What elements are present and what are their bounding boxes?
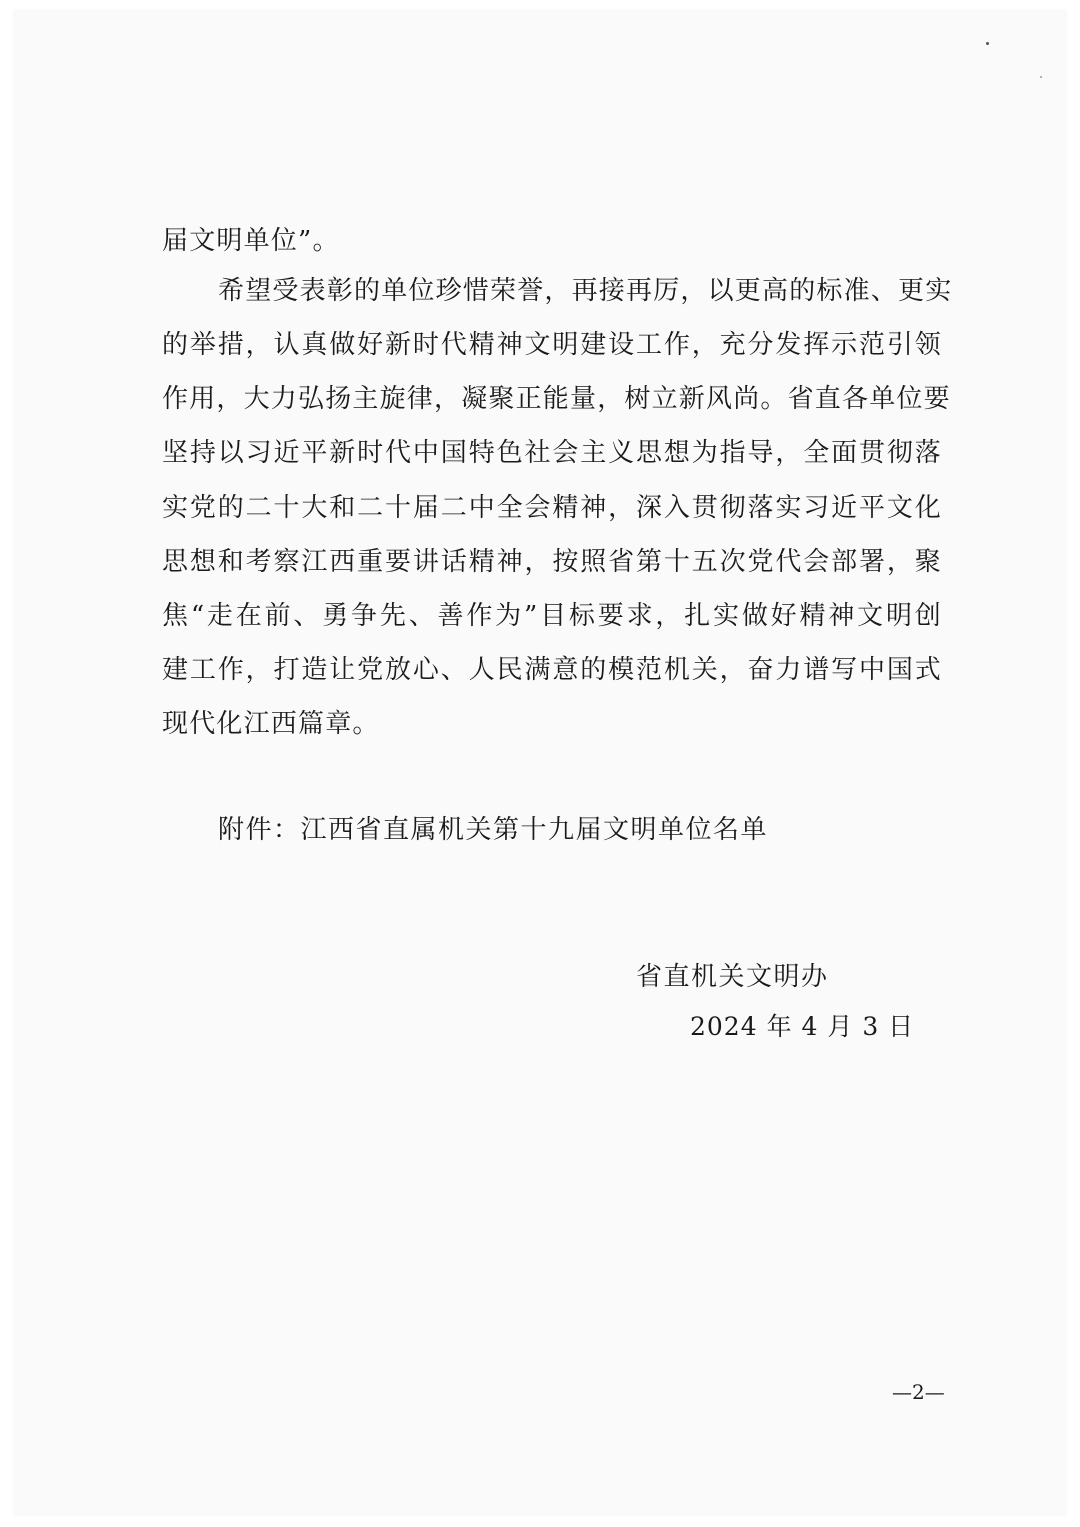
body-line-3: 的举措，认真做好新时代精神文明建设工作，充分发挥示范引领 bbox=[162, 330, 942, 360]
body-line-10: 现代化江西篇章。 bbox=[162, 709, 380, 739]
page-number: —2— bbox=[892, 1380, 945, 1404]
scan-speck bbox=[1040, 76, 1042, 78]
body-line-1: 届文明单位”。 bbox=[162, 226, 340, 256]
date: 2024 年 4 月 3 日 bbox=[690, 1012, 915, 1041]
body-line-8: 焦“走在前、勇争先、善作为”目标要求，扎实做好精神文明创 bbox=[162, 601, 942, 631]
body-line-2: 希望受表彰的单位珍惜荣誉，再接再厉，以更高的标准、更实 bbox=[218, 276, 953, 306]
body-line-9: 建工作，打造让党放心、人民满意的模范机关，奋力谱写中国式 bbox=[162, 655, 942, 685]
signature: 省直机关文明办 bbox=[636, 962, 829, 992]
body-line-5: 坚持以习近平新时代中国特色社会主义思想为指导，全面贯彻落 bbox=[162, 438, 942, 468]
body-line-7: 思想和考察江西重要讲话精神，按照省第十五次党代会部署，聚 bbox=[162, 547, 942, 577]
body-line-4: 作用，大力弘扬主旋律，凝聚正能量，树立新风尚。省直各单位要 bbox=[162, 384, 951, 414]
body-line-6: 实党的二十大和二十届二中全会精神，深入贯彻落实习近平文化 bbox=[162, 493, 942, 523]
attachment-line: 附件：江西省直属机关第十九届文明单位名单 bbox=[218, 815, 769, 845]
scan-speck bbox=[986, 42, 989, 45]
